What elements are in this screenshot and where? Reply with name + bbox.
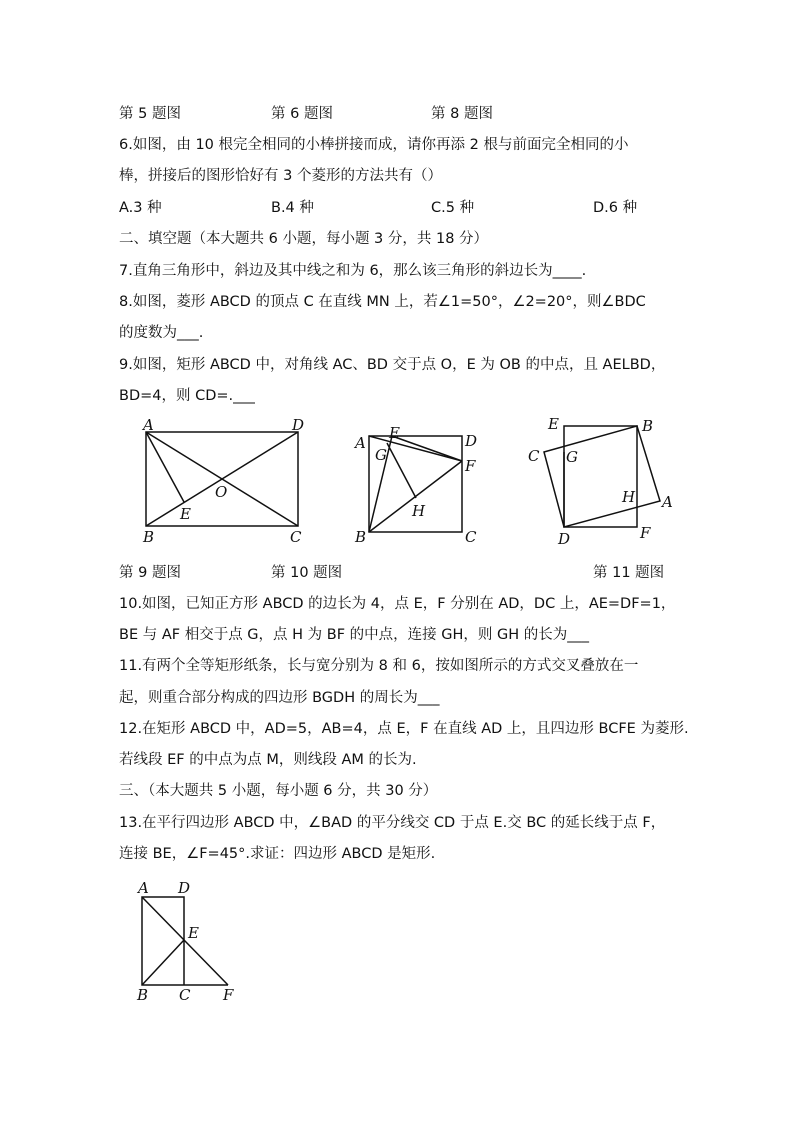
caption-fig11: 第 11 题图 — [593, 565, 665, 581]
fig13-label-c: C — [179, 986, 191, 1004]
figure-11 — [522, 412, 682, 552]
fig9-label-a: A — [143, 416, 154, 434]
q6-option-b: B.4 种 — [271, 200, 314, 216]
figure-10 — [352, 422, 487, 547]
fig9-label-o: O — [215, 483, 228, 501]
fig10-label-h: H — [412, 502, 426, 520]
q13-line1: 13.在平行四边形 ABCD 中，∠BAD 的平分线交 CD 于点 E.交 BC 的延长线于点 F， — [119, 815, 666, 831]
fig10-segment-gh — [387, 443, 416, 498]
fig13-label-d: D — [178, 879, 191, 897]
q6-option-a: A.3 种 — [119, 200, 162, 216]
fig9-segment-ae — [146, 432, 184, 502]
fig13-segment-be — [142, 940, 184, 985]
fig11-label-a: A — [662, 493, 673, 511]
fig11-label-c: C — [528, 447, 540, 465]
q6-option-c: C.5 种 — [431, 200, 475, 216]
fig13-label-e: E — [188, 924, 199, 942]
caption-fig6: 第 6 题图 — [271, 106, 333, 122]
fig13-parallelogram — [142, 897, 184, 985]
fig13-label-f: F — [223, 986, 234, 1004]
q8-line1: 8.如图，菱形 ABCD 的顶点 C 在直线 MN 上，若∠1=50°，∠2=20°，则∠BDC — [119, 294, 646, 310]
fig11-label-b: B — [642, 417, 654, 435]
fig10-label-a: A — [355, 434, 366, 452]
fig10-label-g: G — [375, 446, 387, 464]
fig10-label-b: B — [355, 528, 367, 546]
q12-line2: 若线段 EF 的中点为点 M，则线段 AM 的长为. — [119, 752, 417, 768]
fig11-label-f: F — [640, 524, 651, 542]
fig10-label-c: C — [465, 528, 477, 546]
fig9-label-e: E — [180, 505, 191, 523]
fig11-label-d: D — [558, 530, 571, 548]
q10-line1: 10.如图，已知正方形 ABCD 的边长为 4，点 E，F 分别在 AD，DC 上，AE=DF=1， — [119, 596, 676, 612]
section3-heading: 三、（本大题共 5 小题，每小题 6 分，共 30 分） — [119, 783, 438, 799]
q11-line2: 起，则重合部分构成的四边形 BGDH 的周长为___ — [119, 690, 440, 706]
fig10-label-e: E — [389, 424, 400, 442]
caption-fig10: 第 10 题图 — [271, 565, 343, 581]
fig9-label-b: B — [143, 528, 155, 546]
fig10-label-f: F — [465, 457, 476, 475]
caption-fig9: 第 9 题图 — [119, 565, 181, 581]
q7-text: 7.直角三角形中，斜边及其中线之和为 6，那么该三角形的斜边长为____. — [119, 263, 587, 279]
q12-line1: 12.在矩形 ABCD 中，AD=5，AB=4，点 E，F 在直线 AD 上，且四边形 BCFE 为菱形. — [119, 721, 689, 737]
q10-line2: BE 与 AF 相交于点 G，点 H 为 BF 的中点，连接 GH，则 GH 的长为___ — [119, 627, 590, 643]
q8-line2: 的度数为___. — [119, 325, 204, 341]
fig11-label-g: G — [566, 448, 578, 466]
fig9-label-d: D — [292, 416, 305, 434]
fig11-label-h: H — [622, 488, 636, 506]
figure-9 — [138, 418, 313, 548]
q9-line1: 9.如图，矩形 ABCD 中，对角线 AC、BD 交于点 O，E 为 OB 的中点，且 AELBD， — [119, 357, 666, 373]
fig11-rectangle-upright — [564, 426, 637, 527]
fig13-label-b: B — [137, 986, 149, 1004]
fig11-rectangle-tilted — [544, 426, 660, 527]
fig9-label-c: C — [290, 528, 302, 546]
q9-line2: BD=4，则 CD=.___ — [119, 388, 255, 404]
fig10-label-d: D — [465, 432, 478, 450]
fig10-segment-ef — [392, 436, 462, 461]
caption-fig5: 第 5 题图 — [119, 106, 181, 122]
fig13-label-a: A — [138, 879, 149, 897]
q6-line2: 棒，拼接后的图形恰好有 3 个菱形的方法共有（） — [119, 168, 442, 184]
q11-line1: 11.有两个全等矩形纸条，长与宽分别为 8 和 6，按如图所示的方式交叉叠放在一 — [119, 658, 639, 674]
q13-line2: 连接 BE，∠F=45°.求证：四边形 ABCD 是矩形. — [119, 846, 436, 862]
caption-fig8: 第 8 题图 — [431, 106, 493, 122]
fig11-label-e: E — [548, 415, 559, 433]
section2-heading: 二、填空题（本大题共 6 小题，每小题 3 分，共 18 分） — [119, 231, 489, 247]
q6-line1: 6.如图，由 10 根完全相同的小棒拼接而成，请你再添 2 根与前面完全相同的小 — [119, 137, 629, 153]
figure-13 — [132, 880, 247, 1005]
q6-option-d: D.6 种 — [593, 200, 638, 216]
